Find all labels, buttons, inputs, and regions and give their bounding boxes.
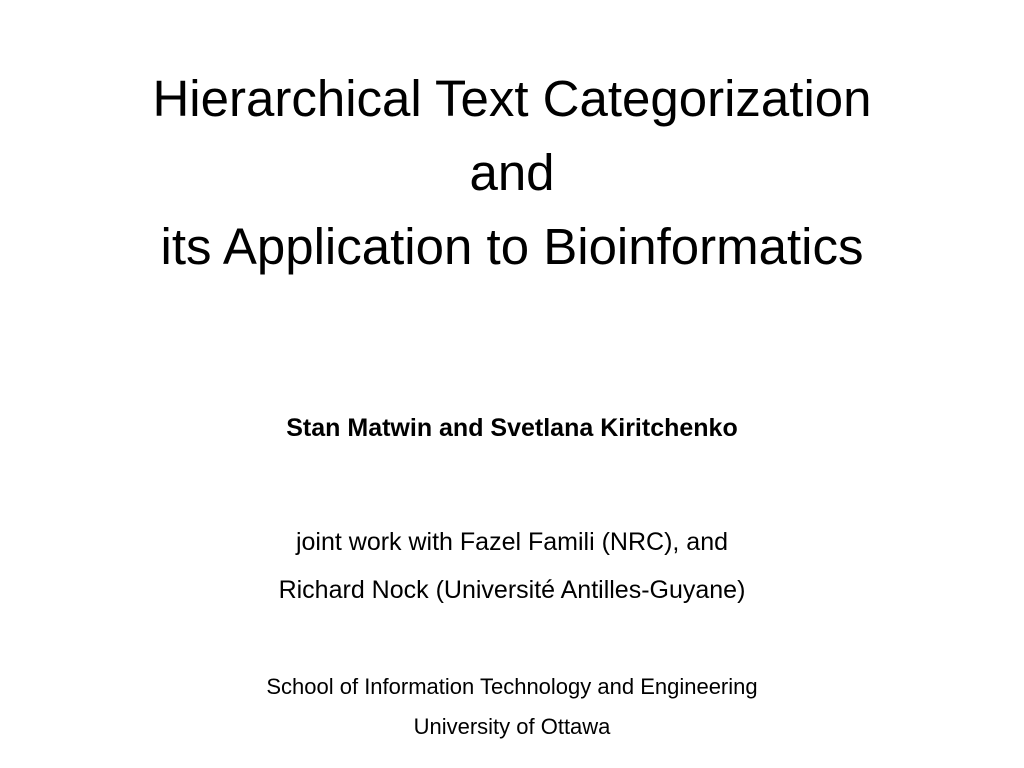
joint-work <box>0 518 1024 614</box>
title-line-2: and <box>469 144 555 201</box>
slide-title <box>0 62 1024 284</box>
joint-work-line-1: joint work with Fazel Famili (NRC), and <box>295 528 729 556</box>
affiliation-line-1: School of Information Technology and Engineering <box>266 674 758 699</box>
affiliation <box>0 667 1024 747</box>
authors: Stan Matwin and Svetlana Kiritchenko <box>286 414 738 442</box>
title-line-3: its Application to Bioinformatics <box>160 218 864 275</box>
joint-work-line-2: Richard Nock (Université Antilles-Guyane) <box>278 576 746 604</box>
affiliation-line-2: University of Ottawa <box>413 714 611 739</box>
title-line-1: Hierarchical Text Categorization <box>152 70 872 127</box>
